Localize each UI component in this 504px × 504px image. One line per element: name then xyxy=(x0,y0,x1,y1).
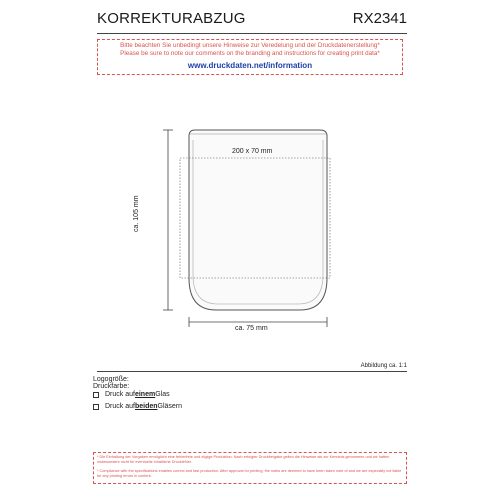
width-label: ca. 75 mm xyxy=(235,325,268,332)
header-divider xyxy=(97,33,407,34)
option-both-glasses[interactable]: Druck auf beiden Gläsern xyxy=(93,403,182,410)
checkbox-both-glasses[interactable] xyxy=(93,404,99,410)
print-color-label: Druckfarbe: xyxy=(93,383,130,390)
notice-english: Please be sure to note our comments on the branding and instructions for creating print data* xyxy=(120,50,380,57)
scale-divider xyxy=(97,371,407,372)
product-code: RX2341 xyxy=(352,10,407,27)
option-one-glass[interactable]: Druck auf einem Glas xyxy=(93,391,170,398)
checkbox-one-glass[interactable] xyxy=(93,392,99,398)
glass-outline xyxy=(189,130,327,310)
liability-english: * Compliance with the specifications enables correct and fast production. After approval for printing, the notes are deemed to have been taken note of and we are especially not liable for any printing errors in content. xyxy=(97,469,402,478)
document-title: KORREKTURABZUG xyxy=(97,10,246,27)
notice-german: Bitte beachten Sie unbedingt unsere Hinweise zur Veredelung und der Druckdatenerstellung* xyxy=(120,42,380,49)
logo-size-label: Logogröße: xyxy=(93,376,129,383)
liability-notice xyxy=(93,452,407,484)
scale-label: Abbildung ca. 1:1 xyxy=(360,363,407,369)
liability-german: * Die Einhaltung der Vorgaben ermöglicht eine fehlerfreie und zügige Produktion. Nach erfolgter Druckfreigabe gelten die Hinweise als zur Kenntnis genommen und wir haften insbesondere nicht für eventuelle inhaltliche Druckfehler. xyxy=(97,455,390,464)
information-link[interactable]: www.druckdaten.net/information xyxy=(187,61,313,70)
print-data-notice xyxy=(97,39,403,75)
height-label: ca. 105 mm xyxy=(133,195,140,232)
print-area-label: 200 x 70 mm xyxy=(232,148,273,155)
